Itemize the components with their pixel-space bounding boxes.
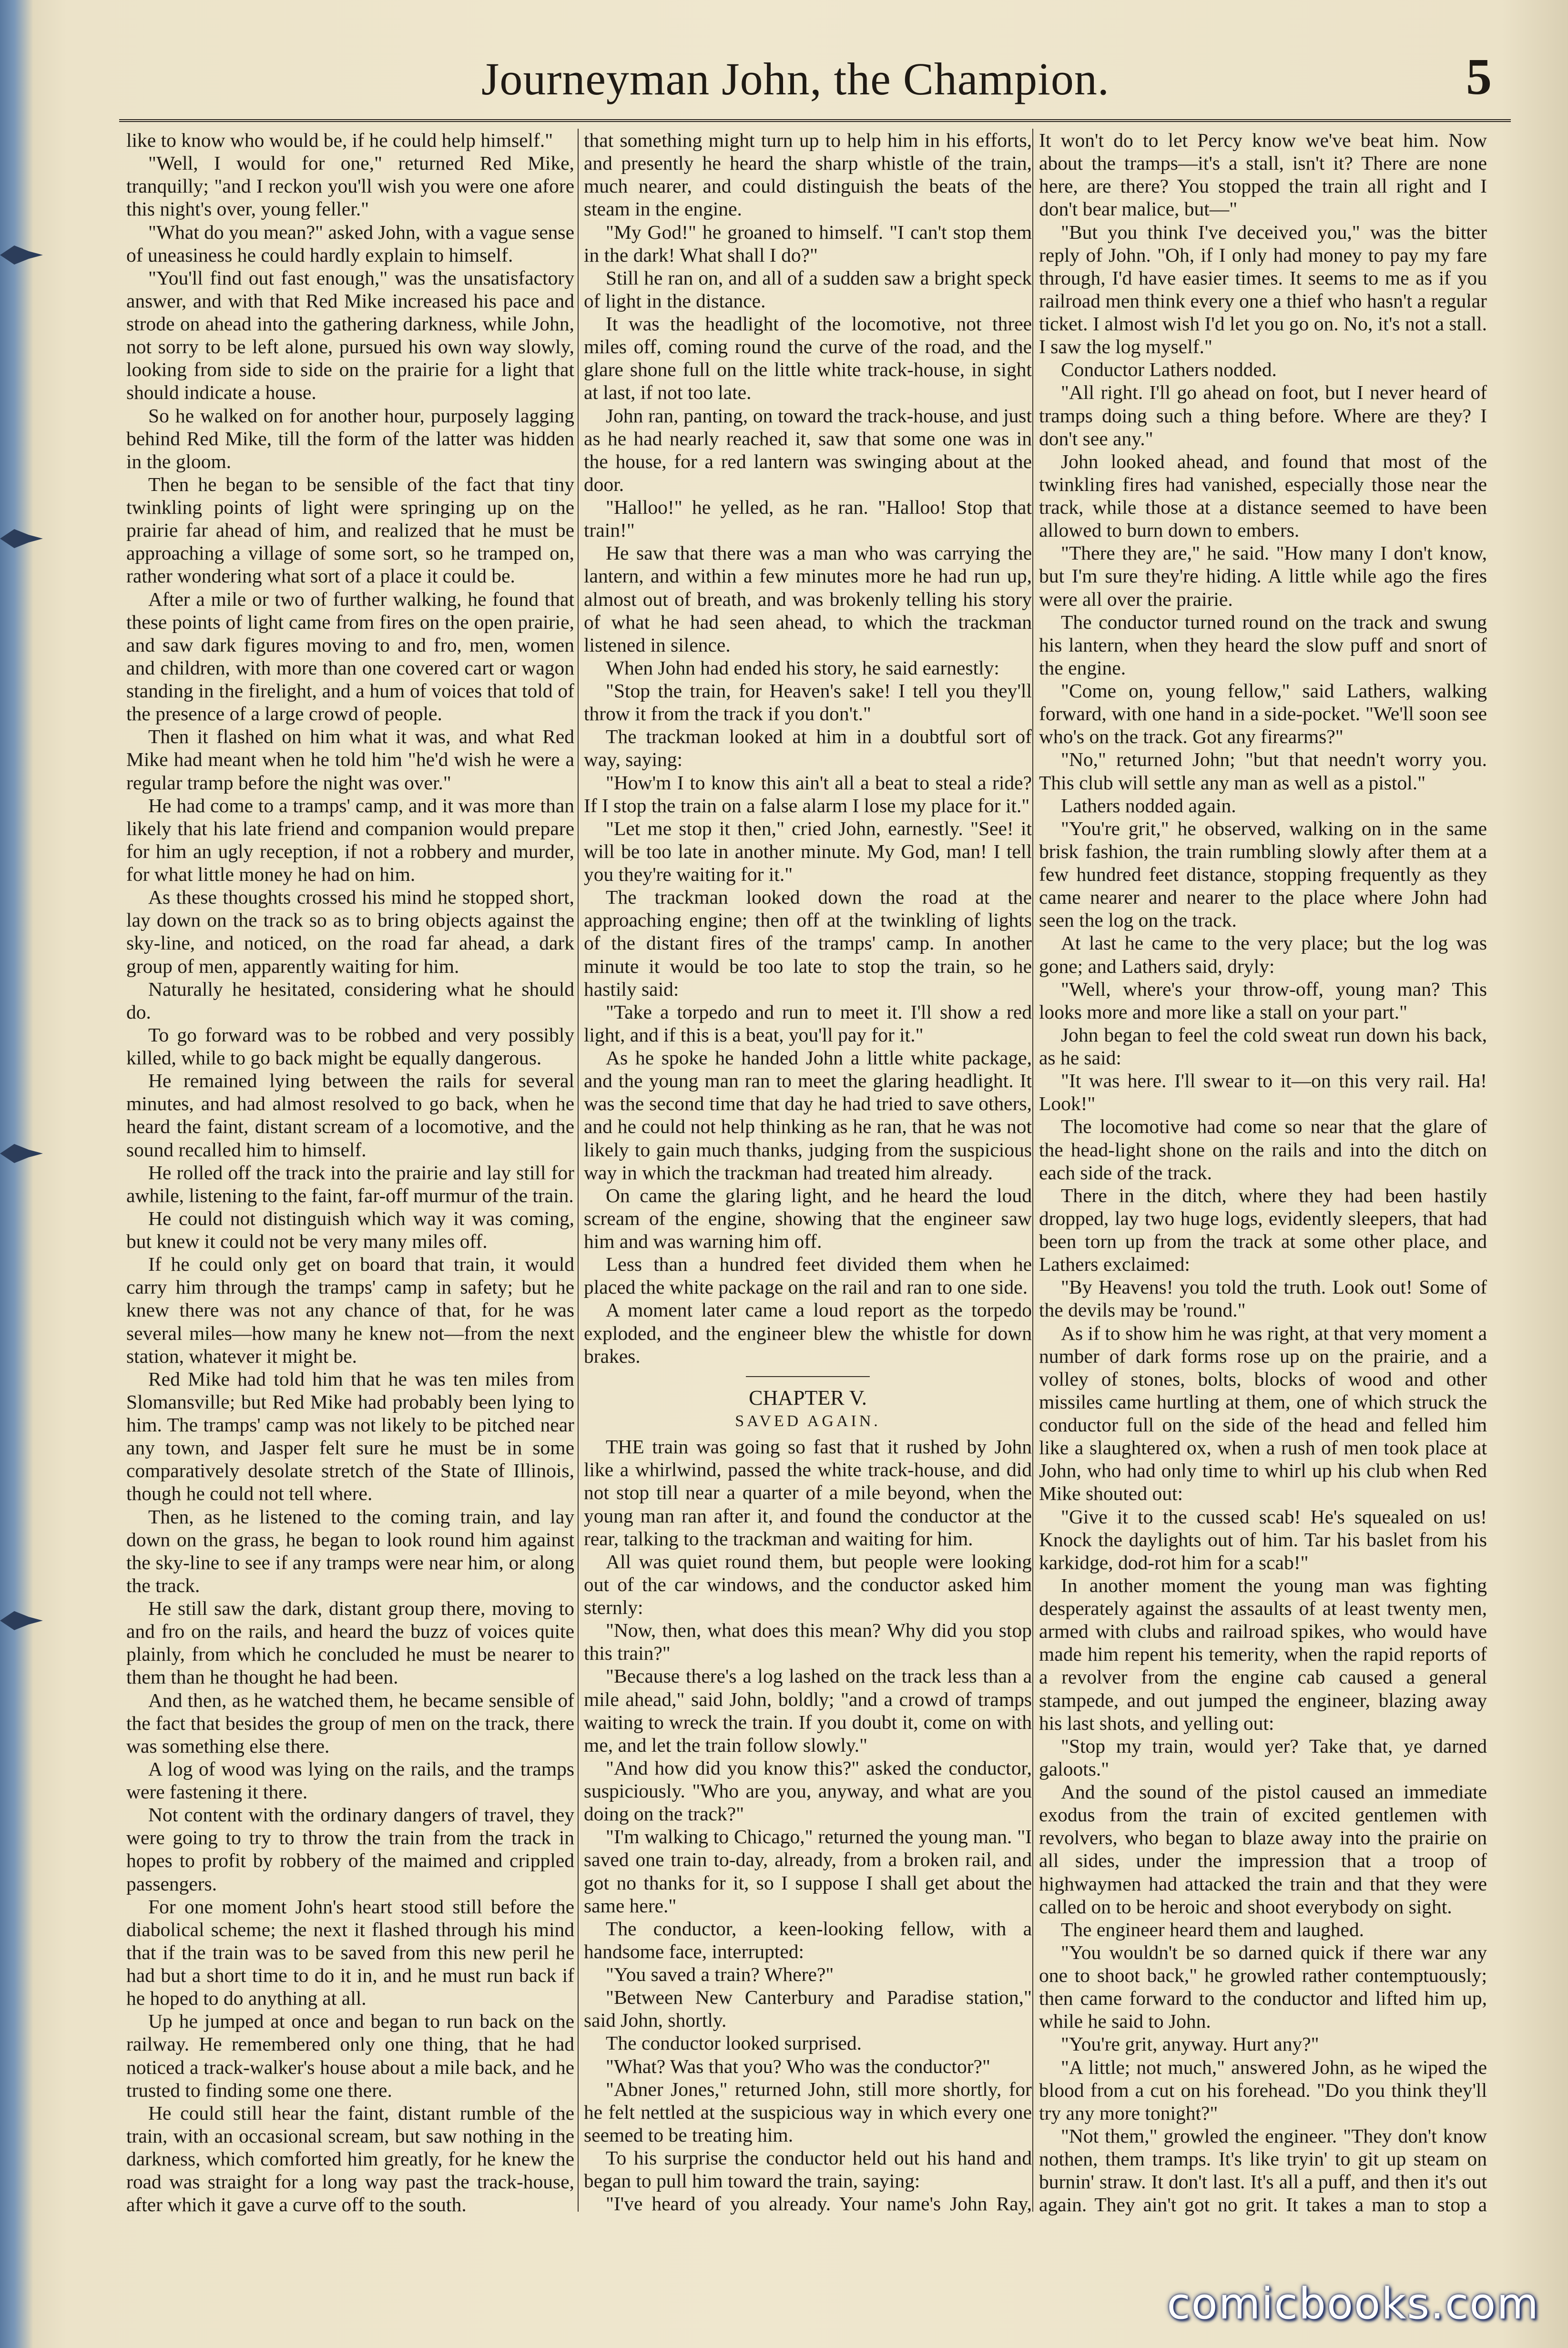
paragraph: "What? Was that you? Who was the conductor?" bbox=[606, 2055, 990, 2077]
paragraph: "Not them," growled the engineer. "They don't know nothen, them tramps. It's like tryin' to git up steam on burnin' straw. It don't last. It's all a puff, and then it's out again. They ain't got no grit. It takes a man to stop a bbox=[1039, 2124, 1487, 2216]
paragraph: "Let me stop it then," cried John, earnestly. "See! it will be too late in another minute. My God, man! I tell you they're waiting for it." bbox=[584, 817, 1032, 885]
paragraph: "It was here. I'll swear to it—on this very rail. Ha! Look!" bbox=[1039, 1070, 1487, 1115]
staple-icon bbox=[0, 1606, 43, 1635]
column-divider bbox=[578, 129, 579, 2212]
paragraph: Conductor Lathers nodded. bbox=[1061, 358, 1277, 381]
text-column-2 bbox=[584, 129, 1032, 2216]
paragraph: "I've heard of you already. Your name's John Ray, bbox=[606, 2193, 1032, 2215]
paragraph: In another moment the young man was fighting desperately against the assaults of at least twenty men, armed with clubs and railroad spikes, who would have made him repent his temerity, when the rapid reports of a revolver from the engine cab caused a general stampede, and out jumped the engineer, blazing away his last shots, and yelling out: bbox=[1039, 1574, 1487, 1734]
paragraph: He could not distinguish which way it was coming, but knew it could not be very many miles off. bbox=[126, 1207, 574, 1252]
paragraph: Not content with the ordinary dangers of travel, they were going to try to throw the train from the track in hopes to profit by robbery of the maimed and crippled passengers. bbox=[126, 1804, 574, 1895]
paragraph: If he could only get on board that train, it would carry him through the tramps' camp in safety; but he knew there was not any chance of that, for he was several miles—how many he knew not—from the next station, whatever it might be. bbox=[126, 1253, 574, 1367]
paragraph: It was the headlight of the locomotive, not three miles off, coming round the curve of the road, and the glare shone full on the little white track-house, in sight at last, if not too late. bbox=[584, 313, 1032, 404]
paragraph: "Because there's a log lashed on the track less than a mile ahead," said John, boldly; "and a crowd of tramps waiting to wreck the train. If you doubt it, come on with me, and let the train follow slowly." bbox=[584, 1665, 1032, 1756]
paragraph: "You're grit," he observed, walking on in the same brisk fashion, the train rumbling slowly after them at a few hundred feet distance, stopping frequently as they came nearer and nearer to the place where John had seen the log on the track. bbox=[1039, 817, 1487, 931]
chapter-heading: CHAPTER V. bbox=[749, 1386, 867, 1409]
paragraph: It won't do to let Percy know we've beat him. Now about the tramps—it's a stall, isn't it? There are none here, are there? You stopped the train all right and I don't bear malice, but—" bbox=[1039, 129, 1487, 220]
binding-spine bbox=[0, 0, 33, 2348]
paragraph: Then, as he listened to the coming train, and lay down on the grass, he began to look round him against the sky-line to see if any tramps were near him, or along the track. bbox=[126, 1505, 574, 1596]
paragraph: "What do you mean?" asked John, with a vague sense of uneasiness he could hardly explain to himself. bbox=[126, 221, 574, 266]
paragraph: Red Mike had told him that he was ten miles from Slomansville; but Red Mike had probably been lying to him. The tramps' camp was not likely to be pitched near any town, and Jasper felt sure he must be in some comparatively desolate stretch of the State of Illinois, though he could not tell where. bbox=[126, 1368, 574, 1505]
paragraph: "No," returned John; "but that needn't worry you. This club will settle any man as well as a pistol." bbox=[1039, 748, 1487, 794]
chapter-separator bbox=[746, 1376, 870, 1377]
paragraph: that something might turn up to help him in his efforts, and presently he heard the sharp whistle of the train, much nearer, and could distinguish the beats of the steam in the engine. bbox=[584, 129, 1032, 220]
watermark-logo: comicbooks.com bbox=[1167, 2279, 1539, 2329]
paragraph: A log of wood was lying on the rails, and the tramps were fastening it there. bbox=[126, 1757, 574, 1803]
paragraph: As these thoughts crossed his mind he stopped short, lay down on the track so as to bring objects against the sky-line, and noticed, on the road far ahead, a dark group of men, apparently waiting for him. bbox=[126, 886, 574, 977]
paragraph: "But you think I've deceived you," was the bitter reply of John. "Oh, if I only had money to pay my fare through, I'd have easier times. It seems to me as if you railroad men think every one a thief who hasn't a regular ticket. I almost wish I'd let you go on. No, it's not a stall. I saw the log myself." bbox=[1039, 221, 1487, 358]
paragraph: At last he came to the very place; but the log was gone; and Lathers said, dryly: bbox=[1039, 932, 1487, 977]
paragraph: To go forward was to be robbed and very possibly killed, while to go back might be equally dangerous. bbox=[126, 1023, 574, 1069]
paragraph: The trackman looked at him in a doubtful sort of way, saying: bbox=[584, 725, 1032, 771]
paragraph: For one moment John's heart stood still before the diabolical scheme; the next it flashed through his mind that if the train was to be saved from this new peril he had but a short time to do it in, and he must run back if he hoped to do anything at all. bbox=[126, 1895, 574, 2010]
paragraph: "All right. I'll go ahead on foot, but I never heard of tramps doing such a thing before. Where are they? I don't see any." bbox=[1039, 381, 1487, 449]
paragraph: Still he ran on, and all of a sudden saw a bright speck of light in the distance. bbox=[584, 266, 1032, 312]
paragraph: A moment later came a loud report as the torpedo exploded, and the engineer blew the whistle for down brakes. bbox=[584, 1299, 1032, 1367]
paragraph: THE train was going so fast that it rushed by John like a whirlwind, passed the white track-house, and did not stop till near a quarter of a mile beyond, when the young man ran after it, and found the conductor at the rear, talking to the trackman and waiting for him. bbox=[584, 1436, 1032, 1550]
paragraph: "How'm I to know this ain't all a beat to steal a ride? If I stop the train on a false alarm I lose my place for it." bbox=[584, 771, 1032, 817]
paragraph: "You saved a train? Where?" bbox=[606, 1963, 834, 1986]
paragraph: "My God!" he groaned to himself. "I can't stop them in the dark! What shall I do?" bbox=[584, 221, 1032, 266]
chapter-subtitle: SAVED AGAIN. bbox=[735, 1412, 881, 1430]
paragraph: Then he began to be sensible of the fact that tiny twinkling points of light were springing up on the prairie far ahead of him, and realized that he must be approaching a village of some sort, so he tramped on, rather wondering what sort of a place it could be. bbox=[126, 473, 574, 587]
paragraph: "Come on, young fellow," said Lathers, walking forward, with one hand in a side-pocket. "We'll soon see who's on the track. Got any firearms?" bbox=[1039, 680, 1487, 748]
paragraph: Lathers nodded again. bbox=[1061, 794, 1236, 817]
paragraph: "You'll find out fast enough," was the unsatisfactory answer, and with that Red Mike increased his pace and strode on ahead into the gathering darkness, while John, not sorry to be left alone, pursued his own way slowly, looking from side to side on the prairie for a light that should indicate a house. bbox=[126, 266, 574, 404]
paragraph: "You wouldn't be so darned quick if there war any one to shoot back," he growled rather contemptuously; then came forward to the conductor and lifted him up, while he said to John. bbox=[1039, 1941, 1487, 2032]
paragraph: He still saw the dark, distant group there, moving to and fro on the rails, and heard the buzz of voices quite plainly, from which he concluded he must be nearer to them than he thought he had been. bbox=[126, 1597, 574, 1688]
paragraph: "And how did you know this?" asked the conductor, suspiciously. "Who are you, anyway, and what are you doing on the track?" bbox=[584, 1756, 1032, 1825]
paragraph: "By Heavens! you told the truth. Look out! Some of the devils may be 'round." bbox=[1039, 1276, 1487, 1321]
paragraph: As he spoke he handed John a little white package, and the young man ran to meet the glaring headlight. It was the second time that day he had tried to save others, and he could not help thinking as he ran, that he was not likely to gain much thanks, judging from the suspicious way in which the trackman had treated him already. bbox=[584, 1047, 1032, 1184]
text-column-1 bbox=[126, 129, 574, 2216]
paragraph: On came the glaring light, and he heard the loud scream of the engine, showing that the engineer saw him and was warning him off. bbox=[584, 1184, 1032, 1252]
paragraph: As if to show him he was right, at that very moment a number of dark forms rose up on the prairie, and a volley of stones, bolts, blocks of wood and other missiles came hurtling at them, one of which struck the conductor full on the side of the head and felled him like a slaughtered ox, when a rush of men took place at John, who had only time to whirl up his club when Red Mike shouted out: bbox=[1039, 1322, 1487, 1505]
paragraph: "I'm walking to Chicago," returned the young man. "I saved one train to-day, already, from a broken rail, and got no thanks for it, so I suppose I shall get about the same here." bbox=[584, 1826, 1032, 1917]
paragraph: John began to feel the cold sweat run down his back, as he said: bbox=[1039, 1023, 1487, 1069]
paragraph: "Well, where's your throw-off, young man? This looks more and more like a stall on your part." bbox=[1039, 978, 1487, 1023]
paragraph: "Give it to the cussed scab! He's squealed on us! Knock the daylights out of him. Tar his baslet from his karkidge, dod-rot him for a scab!" bbox=[1039, 1505, 1487, 1573]
paragraph: "A little; not much," answered John, as he wiped the blood from a cut on his forehead. "Do you think they'll try any more tonight?" bbox=[1039, 2056, 1487, 2124]
paragraph: And then, as he watched them, he became sensible of the fact that besides the group of men on the track, there was something else there. bbox=[126, 1689, 574, 1757]
paragraph: The locomotive had come so near that the glare of the head-light shone on the rails and into the ditch on each side of the track. bbox=[1039, 1115, 1487, 1184]
paragraph: "Abner Jones," returned John, still more shortly, for he felt nettled at the suspicious way in which every one seemed to be treating him. bbox=[584, 2078, 1032, 2146]
staple-icon bbox=[0, 524, 43, 553]
paragraph: "There they are," he said. "How many I don't know, but I'm sure they're hiding. A little while ago the fires were all over the prairie. bbox=[1039, 542, 1487, 610]
paragraph: Less than a hundred feet divided them when he placed the white package on the rail and ran to one side. bbox=[584, 1253, 1032, 1298]
paragraph: Naturally he hesitated, considering what he should do. bbox=[126, 978, 574, 1023]
paragraph: He could still hear the faint, distant rumble of the train, with an occasional scream, but saw nothing in the darkness, which comforted him greatly, for he knew the road was straight for a long way past the track-house, after which it gave a curve off to the south. bbox=[126, 2102, 574, 2216]
paragraph: "Now, then, what does this mean? Why did you stop this train?" bbox=[584, 1619, 1032, 1664]
paragraph: And the sound of the pistol caused an immediate exodus from the train of excited gentlemen with revolvers, who began to blaze away into the prairie on all sides, under the impression that a troop of highwaymen had attacked the train and that they were called on to be heroic and shoot everybody on sight. bbox=[1039, 1781, 1487, 1918]
paragraph: "Between New Canterbury and Paradise station," said John, shortly. bbox=[584, 1986, 1032, 2032]
running-header bbox=[119, 48, 1511, 122]
paragraph: John looked ahead, and found that most of the twinkling fires had vanished, especially those near the track, while those at a distance seemed to have been allowed to burn down to embers. bbox=[1039, 450, 1487, 541]
paragraph: There in the ditch, where they had been hastily dropped, lay two huge logs, evidently sleepers, that had been torn up from the track at some other place, and Lathers exclaimed: bbox=[1039, 1184, 1487, 1276]
paragraph: He saw that there was a man who was carrying the lantern, and within a few minutes more he had run up, almost out of breath, and was brokenly telling his story of what he had seen ahead, to which the trackman listened in silence. bbox=[584, 542, 1032, 656]
paragraph: The conductor looked surprised. bbox=[606, 2032, 862, 2054]
paragraph: "Well, I would for one," returned Red Mike, tranquilly; "and I reckon you'll wish you were one afore this night's over, young feller." bbox=[126, 152, 574, 220]
paragraph: The conductor turned round on the track and swung his lantern, when they heard the slow puff and snort of the engine. bbox=[1039, 611, 1487, 679]
paragraph: To his surprise the conductor held out his hand and began to pull him toward the train, saying: bbox=[584, 2147, 1032, 2192]
paragraph: "Halloo!" he yelled, as he ran. "Halloo! Stop that train!" bbox=[584, 496, 1032, 541]
paragraph: He rolled off the track into the prairie and lay still for awhile, listening to the faint, far-off murmur of the train. bbox=[126, 1161, 574, 1206]
paragraph: "Stop the train, for Heaven's sake! I tell you they'll throw it from the track if you don't." bbox=[584, 680, 1032, 725]
paragraph: The conductor, a keen-looking fellow, with a handsome face, interrupted: bbox=[584, 1917, 1032, 1962]
paragraph: He had come to a tramps' camp, and it was more than likely that his late friend and companion would prepare for him an ugly reception, if not a robbery and murder, for what little money he had on him. bbox=[126, 794, 574, 885]
page-title: Journeyman John, the Champion. bbox=[481, 53, 1110, 104]
paragraph: He remained lying between the rails for several minutes, and had almost resolved to go back, when he heard the faint, distant scream of a locomotive, and the sound recalled him to himself. bbox=[126, 1070, 574, 1161]
paragraph: "You're grit, anyway. Hurt any?" bbox=[1061, 2033, 1319, 2055]
paragraph: The engineer heard them and laughed. bbox=[1061, 1918, 1364, 1940]
paragraph: Then it flashed on him what it was, and what Red Mike had meant when he told him "he'd wish he were a regular tramp before the night was over." bbox=[126, 725, 574, 794]
paragraph: like to know who would be, if he could help himself." bbox=[126, 129, 553, 151]
paragraph: After a mile or two of further walking, he found that these points of light came from fires on the open prairie, and saw dark figures moving to and fro, men, women and children, with more than one covered cart or wagon standing in the firelight, and a hum of voices that told of the presence of a large crowd of people. bbox=[126, 588, 574, 725]
paragraph: When John had ended his story, he said earnestly: bbox=[606, 656, 999, 679]
paragraph: The trackman looked down the road at the approaching engine; then off at the twinkling of lights of the distant fires of the tramps' camp. In another minute it would be too late to stop the train, so he hastily said: bbox=[584, 886, 1032, 1000]
text-column-3 bbox=[1039, 129, 1487, 2216]
paragraph: So he walked on for another hour, purposely lagging behind Red Mike, till the form of the latter was hidden in the gloom. bbox=[126, 404, 574, 472]
paragraph: "Stop my train, would yer? Take that, ye darned galoots." bbox=[1039, 1735, 1487, 1780]
staple-icon bbox=[0, 1139, 43, 1168]
paragraph: Up he jumped at once and began to run back on the railway. He remembered only one thing, that he had noticed a track-walker's house about a mile back, and he trusted to finding some one there. bbox=[126, 2010, 574, 2101]
page-number: 5 bbox=[1466, 49, 1492, 105]
column-divider bbox=[1032, 129, 1033, 2212]
paragraph: John ran, panting, on toward the track-house, and just as he had nearly reached it, saw that some one was in the house, for a red lantern was swinging about at the door. bbox=[584, 404, 1032, 495]
paragraph: "Take a torpedo and run to meet it. I'll show a red light, and if this is a beat, you'll pay for it." bbox=[584, 1000, 1032, 1046]
paragraph: All was quiet round them, but people were looking out of the car windows, and the conductor asked him sternly: bbox=[584, 1550, 1032, 1619]
staple-icon bbox=[0, 241, 43, 269]
